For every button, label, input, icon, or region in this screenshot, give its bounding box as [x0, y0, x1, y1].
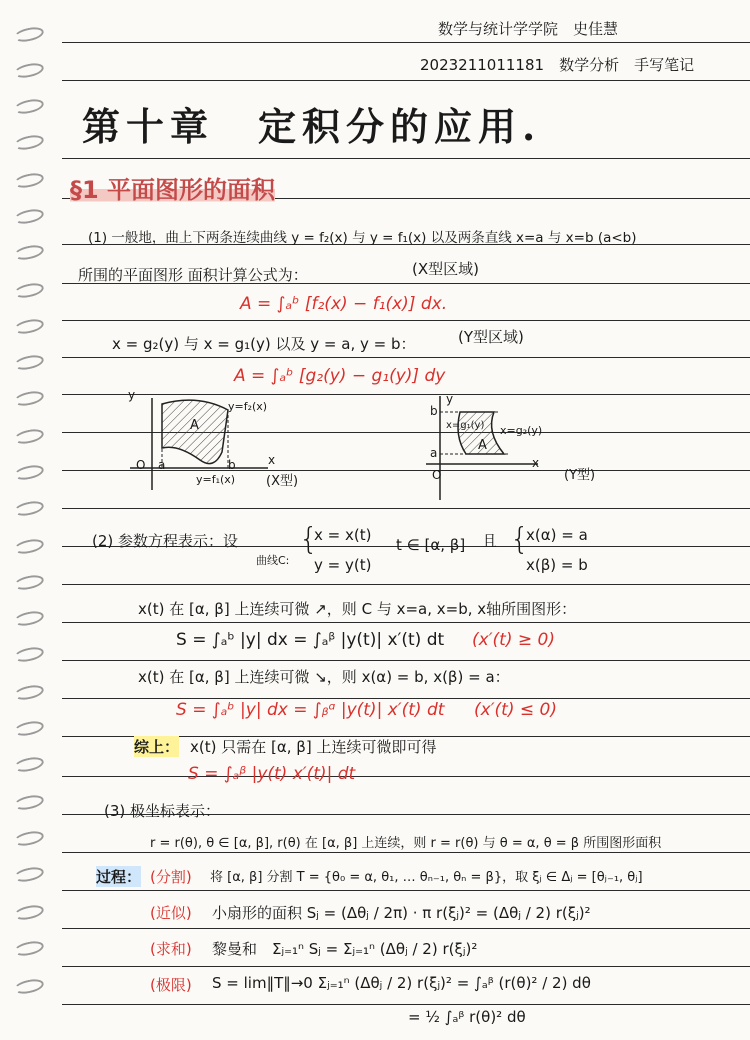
- p3-line1: r = r(θ), θ ∈ [α, β], r(θ) 在 [α, β] 上连续，则 r = r(θ) 与 θ = α, θ = β 所围图形面积: [150, 836, 662, 851]
- p1-line1: (1) 一般地，曲上下两条连续曲线 y = f₂(x) 与 y = f₁(x) 以及两条直线 x=a 与 x=b (a<b): [88, 230, 637, 246]
- binding-hole: [13, 133, 45, 152]
- limit-label: (极限): [150, 976, 192, 994]
- summary-text: x(t) 只需在 [α, β] 上连续可微即可得: [190, 738, 437, 756]
- binding-hole: [13, 61, 45, 80]
- p1-line2: 所围的平面图形 面积计算公式为：: [78, 266, 308, 284]
- cond-param-1: (x′(t) ≥ 0): [472, 630, 555, 650]
- ruled-line: [62, 852, 750, 853]
- fig-y-label-b: b: [430, 404, 438, 418]
- fig-x-curve-top: y=f₂(x): [228, 400, 268, 413]
- divide-text: 将 [α, β] 分割 T = {θ₀ = α, θ₁, … θₙ₋₁, θₙ = β}，取 ξⱼ ∈ Δⱼ = [θⱼ₋₁, θⱼ]: [210, 870, 643, 885]
- formula-param-2: S = ∫ₐᵇ |y| dx = ∫ᵦᵅ |y(t)| x′(t) dt: [176, 700, 445, 720]
- p2-case1: x(t) 在 [α, β] 上连续可微 ↗，则 C 与 x=a, x=b, x轴所围图形：: [138, 600, 577, 618]
- summary-label: 综上：: [134, 738, 180, 756]
- binding-hole: [13, 609, 45, 628]
- formula-param-1: S = ∫ₐᵇ |y| dx = ∫ₐᵝ |y(t)| x′(t) dt: [176, 630, 445, 650]
- fig-x-caption: (X型): [266, 474, 299, 489]
- fig-y-caption: (Y型): [564, 468, 596, 483]
- ruled-line: [62, 158, 750, 159]
- binding-hole: [13, 353, 45, 372]
- binding-hole: [13, 25, 45, 44]
- p1-tag-x: (X型区域): [412, 260, 479, 278]
- p2-intro: (2) 参数方程表示：设: [92, 532, 239, 550]
- limit-text: S = lim‖T‖→0 Σⱼ₌₁ⁿ (Δθⱼ / 2) r(ξⱼ)² = ∫ₐᵝ (r(θ)² / 2) dθ: [212, 974, 591, 992]
- ruled-line: [62, 966, 750, 967]
- p1-tag-y: (Y型区域): [458, 328, 524, 346]
- ruled-line: [62, 508, 750, 509]
- binding-hole: [13, 683, 45, 702]
- binding-hole: [13, 719, 45, 738]
- p2-sys1-b: y = y(t): [314, 556, 372, 574]
- process-label: 过程：: [96, 868, 142, 886]
- approx-label: (近似): [150, 904, 192, 922]
- ruled-line: [62, 776, 750, 777]
- fig-y-label-x: x: [532, 456, 540, 470]
- sum-text: 黎曼和 Σⱼ₌₁ⁿ Sⱼ = Σⱼ₌₁ⁿ (Δθⱼ / 2) r(ξⱼ)²: [212, 940, 478, 958]
- fig-x-label-o: O: [136, 458, 146, 472]
- binding-hole: [13, 499, 45, 518]
- p2-and: 且: [482, 532, 498, 550]
- p2-sys2-a: x(α) = a: [526, 526, 588, 544]
- y-type-figure: [420, 392, 560, 502]
- ruled-line: [62, 1004, 750, 1005]
- ruled-line: [62, 622, 750, 623]
- fig-x-label-y: y: [128, 388, 136, 402]
- binding-hole: [13, 207, 45, 226]
- binding-hole: [13, 977, 45, 996]
- p2-range: t ∈ [α, β]: [396, 536, 466, 554]
- fig-y-label-o: O: [432, 468, 442, 482]
- binding-hole: [13, 537, 45, 556]
- approx-text: 小扇形的面积 Sⱼ = (Δθⱼ / 2π) · π r(ξⱼ)² = (Δθⱼ / 2) r(ξⱼ)²: [212, 904, 591, 922]
- formula-param-3: S = ∫ₐᵝ |y(t) x′(t)| dt: [188, 764, 356, 784]
- binding-hole: [13, 281, 45, 300]
- binding-hole: [13, 171, 45, 190]
- divide-label: (分割): [150, 868, 192, 886]
- binding-hole: [13, 97, 45, 116]
- fig-x-label-A: A: [190, 418, 199, 433]
- fig-x-curve-bottom: y=f₁(x): [196, 473, 236, 486]
- ruled-line: [62, 890, 750, 891]
- fig-y-label-a: a: [430, 446, 438, 460]
- fig-x-label-a: a: [158, 458, 166, 472]
- fig-y-label-A: A: [478, 438, 487, 453]
- binding-hole: [13, 573, 45, 592]
- binding-hole: [13, 865, 45, 884]
- fig-y-label-y: y: [446, 392, 454, 406]
- binding-hole: [13, 829, 45, 848]
- p2-curve-label: 曲线C:: [256, 554, 290, 567]
- ruled-line: [62, 320, 750, 321]
- brace-left: {: [299, 522, 319, 557]
- binding-hole: [13, 793, 45, 812]
- fig-y-curve-left: x=g₁(y): [446, 420, 485, 431]
- p1-line3: x = g₂(y) 与 x = g₁(y) 以及 y = a, y = b：: [112, 335, 416, 353]
- formula-y-type: A = ∫ₐᵇ [g₂(y) − g₁(y)] dy: [234, 366, 446, 386]
- binding-hole: [13, 243, 45, 262]
- fig-y-curve-right: x=g₂(y): [500, 424, 543, 437]
- ruled-line: [62, 660, 750, 661]
- binding-hole: [13, 903, 45, 922]
- binding-hole: [13, 939, 45, 958]
- binding-hole: [13, 645, 45, 664]
- ruled-line: [62, 80, 750, 81]
- sum-label: (求和): [150, 940, 192, 958]
- brace-right: {: [510, 522, 530, 557]
- binding-hole: [13, 427, 45, 446]
- ruled-line: [62, 357, 750, 358]
- p2-sys2-b: x(β) = b: [526, 556, 588, 574]
- binding-hole: [13, 755, 45, 774]
- ruled-line: [62, 928, 750, 929]
- chapter-title: 第十章 定积分的应用.: [82, 104, 542, 149]
- fig-x-label-x: x: [268, 453, 276, 467]
- binding-hole: [13, 389, 45, 408]
- binding-hole: [13, 317, 45, 336]
- ruled-line: [62, 584, 750, 585]
- ruled-line: [62, 42, 750, 43]
- p2-sys1-a: x = x(t): [314, 526, 372, 544]
- cond-param-2: (x′(t) ≤ 0): [474, 700, 557, 720]
- ruled-line: [62, 698, 750, 699]
- p3-heading: (3) 极坐标表示：: [104, 802, 221, 820]
- header-author: 数学与统计学学院 史佳慧: [438, 20, 619, 38]
- header-course: 2023211011181 数学分析 手写笔记: [420, 56, 695, 74]
- section-heading: §1 平面图形的面积: [70, 170, 275, 205]
- binding-hole: [13, 463, 45, 482]
- limit-final: = ½ ∫ₐᵝ r(θ)² dθ: [408, 1008, 526, 1026]
- formula-x-type: A = ∫ₐᵇ [f₂(x) − f₁(x)] dx.: [240, 294, 448, 314]
- p2-case2: x(t) 在 [α, β] 上连续可微 ↘，则 x(α) = b, x(β) = a：: [138, 668, 510, 686]
- fig-x-label-b: b: [228, 458, 236, 472]
